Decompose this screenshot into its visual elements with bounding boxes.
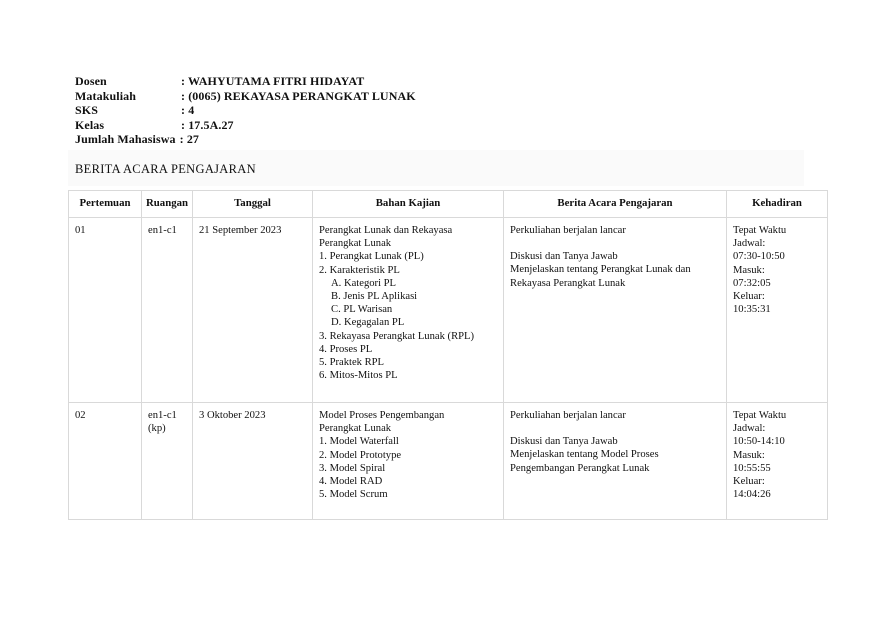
table-row xyxy=(69,403,828,520)
dosen-value: : WAHYUTAMA FITRI HIDAYAT xyxy=(181,74,365,88)
kelas-label: Kelas xyxy=(75,117,105,132)
course-info xyxy=(75,74,416,147)
kehadiran-line: 07:30-10:50 xyxy=(733,251,785,263)
kehadiran-line: Tepat Waktu xyxy=(733,410,787,421)
dosen-label: Dosen xyxy=(75,74,107,88)
cell-kehadiran xyxy=(727,403,828,520)
kehadiran-line: Jadwal: xyxy=(733,238,766,250)
matakuliah-row xyxy=(75,89,416,104)
cell-bahan-kajian xyxy=(313,218,504,403)
bahan-subitem: C. PL Warisan xyxy=(331,304,393,316)
col-header-berita-acara: Berita Acara Pengajaran xyxy=(504,191,727,218)
berita-status: Perkuliahan berjalan lancar xyxy=(510,225,626,236)
bahan-item: 5. Praktek RPL xyxy=(319,357,385,369)
col-header-pertemuan: Pertemuan xyxy=(69,191,142,218)
ruangan-line: en1-c1 xyxy=(148,410,177,421)
dosen-row xyxy=(75,74,416,89)
bahan-item: 4. Proses PL xyxy=(319,343,373,355)
bahan-item: 6. Mitos-Mitos PL xyxy=(319,370,398,382)
bahan-item: 4. Model RAD xyxy=(319,476,383,488)
matakuliah-value: : (0065) REKAYASA PERANGKAT LUNAK xyxy=(181,88,416,103)
cell-bahan-kajian xyxy=(313,403,504,520)
ruangan-line: en1-c1 xyxy=(148,225,177,236)
bahan-title: Perangkat Lunak xyxy=(319,423,392,435)
bahan-item: 1. Model Waterfall xyxy=(319,436,399,448)
kehadiran-line: Masuk: xyxy=(733,264,765,276)
kehadiran-line: 07:32:05 xyxy=(733,277,771,289)
matakuliah-label: Matakuliah xyxy=(75,88,137,103)
jumlah-value: : 27 xyxy=(179,132,200,147)
kehadiran-line: Jadwal: xyxy=(733,423,766,435)
sks-label: SKS xyxy=(75,103,98,118)
cell-ruangan xyxy=(142,403,193,520)
sks-row xyxy=(75,103,416,118)
cell-tanggal: 3 Oktober 2023 xyxy=(193,403,313,520)
bahan-subitem: B. Jenis PL Aplikasi xyxy=(331,291,418,303)
cell-berita-acara xyxy=(504,403,727,520)
berita-status: Perkuliahan berjalan lancar xyxy=(510,410,626,421)
berita-line: Pengembangan Perangkat Lunak xyxy=(510,462,650,474)
bahan-item: 5. Model Scrum xyxy=(319,489,388,501)
table-row xyxy=(69,218,828,403)
col-header-kehadiran: Kehadiran xyxy=(727,191,828,218)
bahan-item: 3. Model Spiral xyxy=(319,462,386,474)
table-header-row xyxy=(69,191,828,218)
kehadiran-line: 10:50-14:10 xyxy=(733,436,785,448)
bahan-item: 2. Karakteristik PL xyxy=(319,264,400,276)
berita-line: Menjelaskan tentang Perangkat Lunak dan xyxy=(510,264,691,276)
ruangan-line: (kp) xyxy=(148,423,166,435)
jumlah-label: Jumlah Mahasiswa xyxy=(75,132,176,147)
section-title: BERITA ACARA PENGAJARAN xyxy=(75,162,256,176)
bahan-title: Perangkat Lunak dan Rekayasa xyxy=(319,225,453,236)
kehadiran-line: Keluar: xyxy=(733,476,765,488)
col-header-tanggal: Tanggal xyxy=(193,191,313,218)
kelas-value: : 17.5A.27 xyxy=(181,117,234,132)
kehadiran-line: Masuk: xyxy=(733,449,765,461)
jumlah-row xyxy=(75,132,416,147)
cell-pertemuan: 01 xyxy=(69,218,142,403)
kehadiran-line: 10:55:55 xyxy=(733,462,771,474)
berita-line: Menjelaskan tentang Model Proses xyxy=(510,449,659,461)
cell-pertemuan: 02 xyxy=(69,403,142,520)
col-header-ruangan: Ruangan xyxy=(142,191,193,218)
teaching-report-table xyxy=(68,190,828,520)
berita-line: Diskusi dan Tanya Jawab xyxy=(510,436,618,448)
kehadiran-line: 14:04:26 xyxy=(733,489,771,501)
bahan-title: Perangkat Lunak xyxy=(319,238,392,250)
kehadiran-line: Keluar: xyxy=(733,291,765,303)
kehadiran-line: 10:35:31 xyxy=(733,304,771,316)
sks-value: : 4 xyxy=(181,103,195,118)
cell-tanggal: 21 September 2023 xyxy=(193,218,313,403)
bahan-subitem: D. Kegagalan PL xyxy=(331,317,405,329)
bahan-subitem: A. Kategori PL xyxy=(331,277,397,289)
col-header-bahan-kajian: Bahan Kajian xyxy=(313,191,504,218)
berita-line: Diskusi dan Tanya Jawab xyxy=(510,251,618,263)
kehadiran-line: Tepat Waktu xyxy=(733,225,787,236)
cell-berita-acara xyxy=(504,218,727,403)
kelas-row xyxy=(75,118,416,133)
bahan-item: 2. Model Prototype xyxy=(319,449,402,461)
cell-ruangan xyxy=(142,218,193,403)
bahan-item: 3. Rekayasa Perangkat Lunak (RPL) xyxy=(319,330,475,342)
bahan-item: 1. Perangkat Lunak (PL) xyxy=(319,251,424,263)
cell-kehadiran xyxy=(727,218,828,403)
berita-line: Rekayasa Perangkat Lunak xyxy=(510,277,626,289)
bahan-title: Model Proses Pengembangan xyxy=(319,410,445,421)
